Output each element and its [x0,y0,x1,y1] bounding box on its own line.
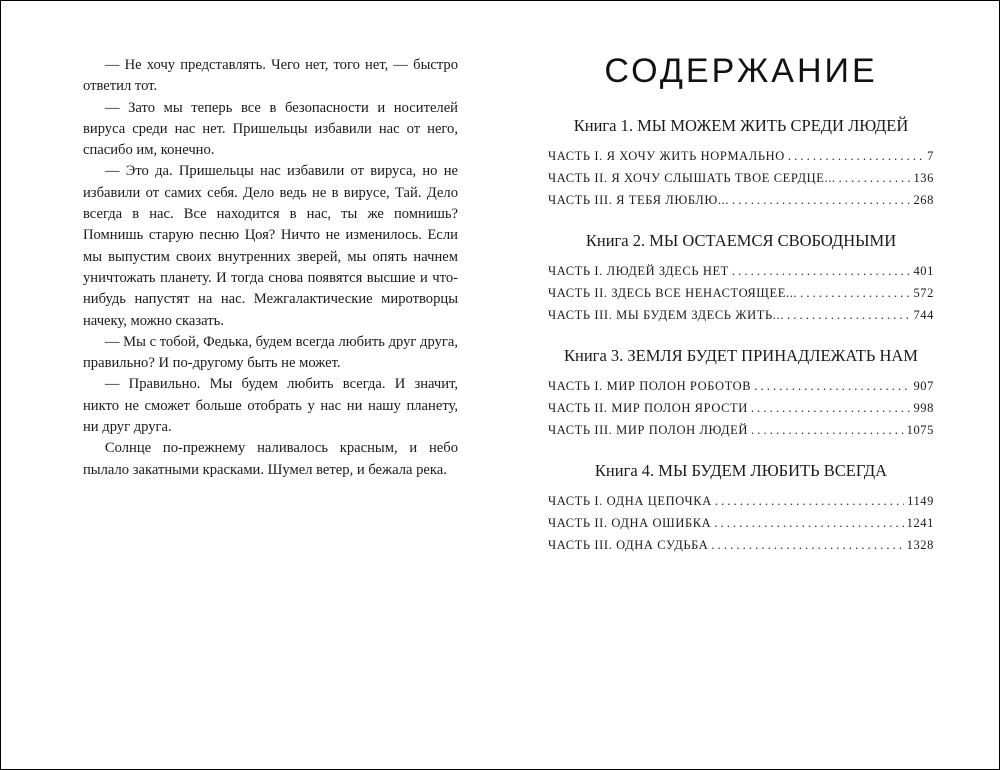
dot-leader [751,419,904,441]
book-section [548,231,934,326]
toc-entry[interactable] [548,512,934,534]
toc-entry[interactable] [548,189,934,211]
book-title: Книга 2. МЫ ОСТАЕМСЯ СВОБОДНЫМИ [585,231,897,250]
dot-leader [732,189,910,211]
toc-entry[interactable] [548,375,934,397]
paragraph: Солнце по-прежнему наливалось красным, и небо пылало закатными красками. Шумел ветер, и бежала река. [83,440,458,478]
toc-entry-label: ЧАСТЬ II. ЗДЕСЬ ВСЕ НЕНАСТОЯЩЕЕ... [548,286,798,300]
dot-leader [800,282,910,304]
toc-entry-page: 744 [913,308,934,322]
toc-entry[interactable] [548,490,934,512]
toc-entry-label: ЧАСТЬ I. Я ХОЧУ ЖИТЬ НОРМАЛЬНО [548,149,785,163]
dot-leader [788,145,924,167]
toc-entry-label: ЧАСТЬ III. Я ТЕБЯ ЛЮБЛЮ... [548,193,729,207]
toc-entry[interactable] [548,282,934,304]
paragraph: — Правильно. Мы будем любить всегда. И значит, никто не сможет больше отобрать у нас ни нашу планету, ни друг друга. [83,376,458,436]
table-of-contents [548,116,934,576]
toc-entry[interactable] [548,145,934,167]
book-title: Книга 1. МЫ МОЖЕМ ЖИТЬ СРЕДИ ЛЮДЕЙ [573,116,909,135]
toc-entry-label: ЧАСТЬ II. Я ХОЧУ СЛЫШАТЬ ТВОЕ СЕРДЦЕ... [548,171,836,185]
paragraph: — Зато мы теперь все в безопасности и носителей вируса среди нас нет. Пришельцы избавили нас от него, спасибо им, конечно. [83,99,458,159]
toc-entry-page: 998 [913,401,934,415]
toc-entry[interactable] [548,304,934,326]
dot-leader [715,490,904,512]
toc-entry-page: 7 [927,149,934,163]
toc-entry-label: ЧАСТЬ I. ОДНА ЦЕПОЧКА [548,494,712,508]
toc-entry-label: ЧАСТЬ I. МИР ПОЛОН РОБОТОВ [548,379,752,393]
book-title: Книга 3. ЗЕМЛЯ БУДЕТ ПРИНАДЛЕЖАТЬ НАМ [564,346,918,365]
toc-entry[interactable] [548,419,934,441]
toc-entry-page: 1241 [906,516,934,530]
toc-entry-label: ЧАСТЬ III. ОДНА СУДЬБА [548,538,709,552]
dot-leader [754,375,910,397]
toc-entry-label: ЧАСТЬ III. МЫ БУДЕМ ЗДЕСЬ ЖИТЬ... [548,308,784,322]
paragraph: — Мы с тобой, Федька, будем всегда любить друг друга, правильно? И по-другому быть не может. [83,333,458,372]
toc-entry-page: 268 [913,193,934,207]
book-section [548,346,934,441]
left-page-text [83,55,458,481]
toc-entry-page: 136 [913,171,934,185]
toc-entry-page: 1328 [906,538,934,552]
toc-entry-label: ЧАСТЬ III. МИР ПОЛОН ЛЮДЕЙ [548,423,749,437]
toc-entry-label: ЧАСТЬ I. ЛЮДЕЙ ЗДЕСЬ НЕТ [548,264,729,278]
toc-entry-label: ЧАСТЬ II. МИР ПОЛОН ЯРОСТИ [548,401,748,415]
paragraph: — Это да. Пришельцы нас избавили от вируса, но не избавили от самих себя. Дело ведь не в вирусе, Тай. Дело всегда в нас. Все находится в нас, ты же помнишь? Помнишь старую песню Цоя? Ничто не изменилось. Если мы выпустим своих внутренних зверей, мы опять начнем уничтожать планету. И тогда снова появятся высшие и что-нибудь напустят на нас. Межгалактические миротворцы начеку, можно сказать. [83,163,458,329]
toc-entry-page: 907 [913,379,934,393]
toc-entry[interactable] [548,260,934,282]
dot-leader [711,534,903,556]
toc-entry-page: 1149 [907,494,934,508]
toc-entry[interactable] [548,397,934,419]
book-section [548,461,934,556]
toc-entry-page: 1075 [906,423,934,437]
toc-entry-page: 401 [913,264,934,278]
dot-leader [751,397,911,419]
book-title: Книга 4. МЫ БУДЕМ ЛЮБИТЬ ВСЕГДА [594,461,888,480]
paragraph: — Не хочу представлять. Чего нет, того нет, — быстро ответил тот. [83,57,458,95]
dot-leader [839,167,911,189]
toc-entry-page: 572 [913,286,934,300]
dot-leader [714,512,903,534]
book-section [548,116,934,211]
toc-title: СОДЕРЖАНИЕ [604,52,878,90]
dot-leader [787,304,911,326]
toc-entry[interactable] [548,167,934,189]
toc-entry[interactable] [548,534,934,556]
toc-entry-label: ЧАСТЬ II. ОДНА ОШИБКА [548,516,712,530]
dot-leader [732,260,911,282]
